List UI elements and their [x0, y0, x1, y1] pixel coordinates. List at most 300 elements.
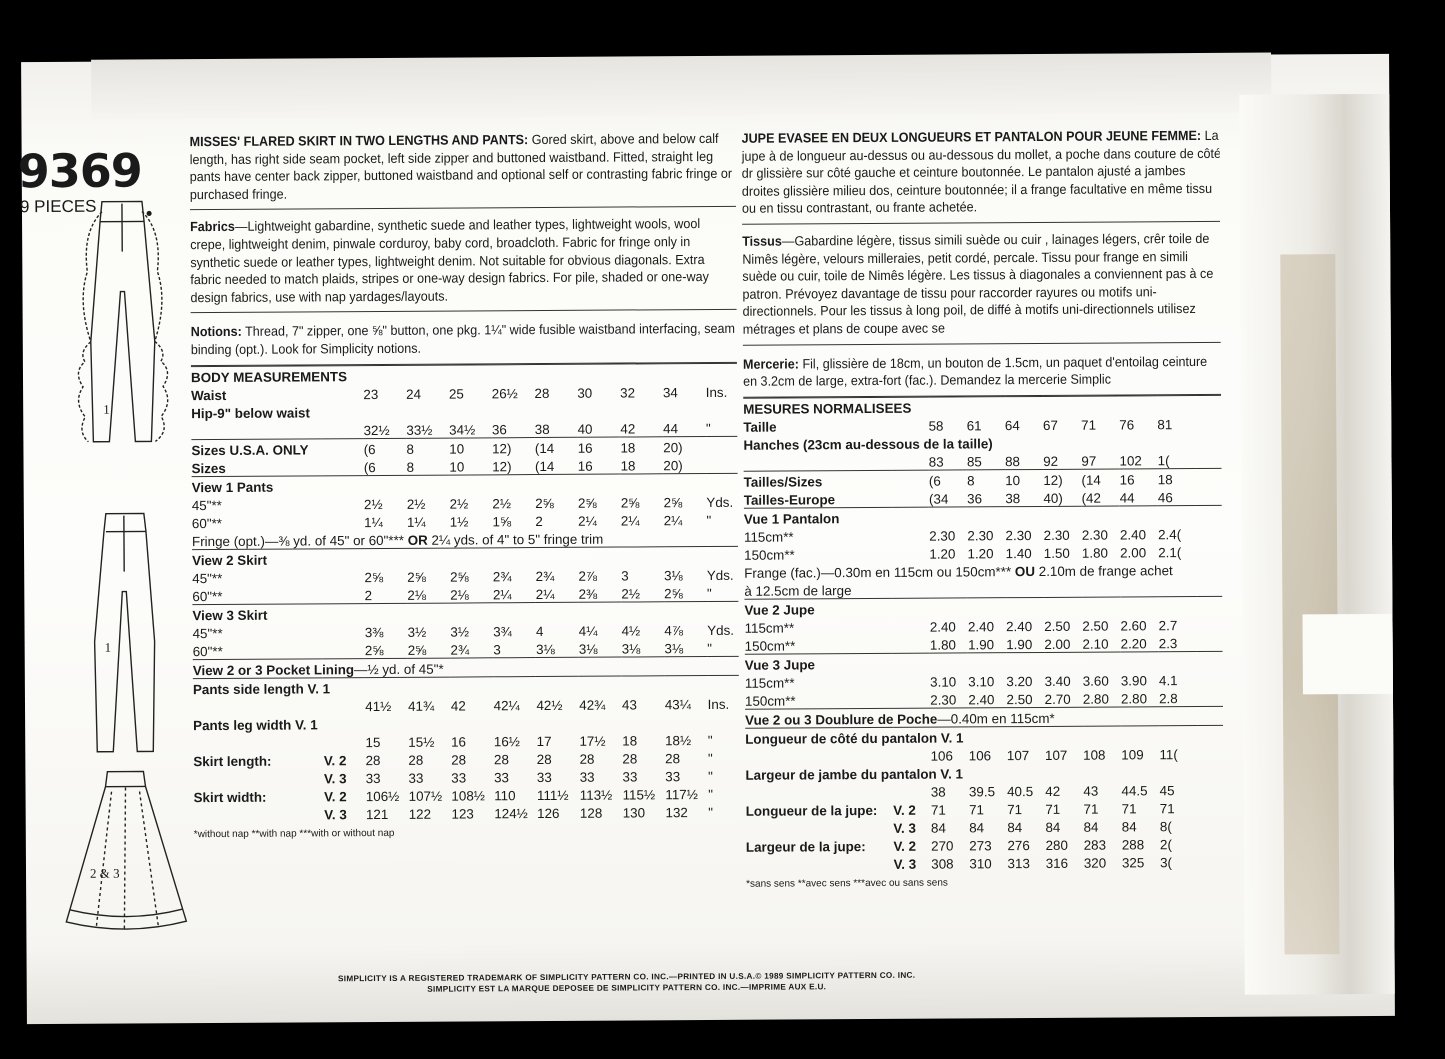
torn-edge-shadow	[1280, 254, 1339, 954]
table-cell: 2¼	[578, 513, 597, 529]
table-cell: 115½	[622, 786, 656, 803]
pattern-number: 9369	[17, 143, 142, 199]
table-cell	[323, 622, 365, 640]
table-cell: 42	[620, 420, 636, 437]
table-cell: 43	[1083, 783, 1099, 799]
table-cell: 2¾	[450, 641, 470, 658]
table-cell: 2.8	[1159, 690, 1178, 706]
table-cell: 2.50	[1006, 691, 1033, 707]
table-cell: 1.20	[967, 545, 994, 562]
table-cell: 3	[493, 641, 501, 657]
table-cell: "	[708, 786, 713, 802]
table-cell	[1198, 852, 1224, 870]
table-cell: 16	[578, 437, 621, 456]
table-cell: 1.80	[929, 637, 957, 653]
table-cell: 84	[1121, 819, 1137, 835]
table-cell: 10	[449, 459, 465, 475]
table-cell: 2.30	[930, 692, 957, 708]
table-cell: 71	[930, 802, 946, 818]
table-cell: 2⅝	[364, 642, 384, 658]
table-cell: 45"**	[191, 497, 222, 513]
table-cell: 36	[491, 421, 507, 437]
table-cell: 110	[494, 787, 516, 803]
table-cell: 2⅞	[578, 568, 598, 584]
table-cell: 2.30	[1043, 527, 1070, 543]
table-cell: 2.00	[1044, 636, 1071, 652]
table-cell: 43	[621, 696, 637, 713]
table-cell: 33½	[406, 422, 433, 438]
table-cell: 20)	[663, 457, 683, 473]
table-cell: 34½	[449, 421, 476, 438]
table-cell: 121	[365, 806, 389, 822]
table-cell: 28	[408, 752, 424, 768]
table-cell	[323, 585, 365, 604]
table-cell: 1.90	[967, 636, 995, 653]
table-cell: 34	[662, 384, 678, 400]
table-cell: 3½	[450, 623, 470, 640]
table-cell: 4½	[621, 622, 641, 639]
table-cell	[743, 452, 891, 471]
table-cell: 2⅝	[364, 569, 384, 585]
table-cell: 33	[536, 769, 552, 785]
table-cell: "	[708, 768, 713, 784]
table-cell: 1(	[1157, 452, 1170, 468]
table-cell	[891, 470, 929, 489]
english-column	[190, 130, 740, 840]
table-cell	[1197, 744, 1223, 762]
fringe-text: Fringe (opt.)—⅜ yd. of 45" or 60"***	[191, 532, 405, 549]
table-cell: 18½	[664, 732, 692, 748]
table-cell: 8	[406, 438, 449, 457]
table-cell: Ins.	[705, 384, 728, 400]
footnote-fr: *sans sens **avec sens ***avec ou sans sens	[746, 877, 948, 890]
table-cell: 2(	[1159, 836, 1172, 852]
table-cell	[892, 616, 930, 634]
table-cell: 313	[1007, 855, 1030, 871]
table-cell: 24	[406, 386, 422, 402]
table-cell: 81	[1157, 416, 1173, 432]
table-cell: 2⅝	[407, 569, 426, 585]
table-cell: 84	[1045, 819, 1061, 835]
table-cell: Vue 1 Pantalon	[744, 505, 1222, 526]
table-cell: Waist	[191, 387, 227, 403]
table-cell: 42¾	[579, 697, 606, 713]
table-cell: (6	[363, 459, 376, 475]
table-cell: 106½	[365, 788, 400, 804]
table-cell: 270	[931, 838, 954, 854]
table-cell: "	[705, 420, 711, 436]
table-cell	[706, 454, 738, 473]
table-cell	[194, 804, 325, 823]
table-cell: 20)	[663, 436, 706, 455]
table-cell: 2.70	[1044, 691, 1071, 707]
table-cell: 84	[930, 820, 946, 836]
table-cell	[193, 696, 324, 715]
footnote: *without nap **with nap ***with or without nap	[193, 827, 395, 840]
table-cell	[1195, 450, 1221, 469]
table-cell	[892, 634, 930, 653]
notions-label: Notions:	[190, 324, 242, 340]
table-cell: 4⅞	[664, 622, 684, 638]
table-cell: 40.5	[1007, 783, 1034, 799]
table-cell: Yds.	[706, 567, 734, 583]
table-cell: 2	[364, 587, 373, 603]
table-cell	[1196, 487, 1222, 506]
table-cell: 28	[534, 385, 550, 401]
table-cell	[1196, 633, 1222, 652]
table-cell: 2½	[406, 496, 426, 512]
table-cell: 60"**	[191, 515, 223, 531]
table-cell: 76	[1119, 417, 1135, 433]
table-cell: 111½	[536, 787, 569, 803]
table-cell: 130	[622, 804, 646, 821]
table-cell: 28	[579, 751, 595, 767]
table-cell: 32	[620, 384, 636, 401]
table-cell: 3⅛	[578, 641, 598, 657]
table-cell	[1196, 524, 1222, 542]
fabrics-text: —Lightweight gabardine, synthetic suede and leather types, lightweight wools, wool crepe, lightweight denim, pinwale corduroy, baby cord, broadcloth. Fabric for fringe only in synthetic suede or leather types, lightweight denim. Not suitable for obvious diagonals. Extra fabric needed to match plaids, stripes or one-way design fabrics. For pile, shaded or one-way design fabrics, use with nap yardages/layouts.	[190, 216, 709, 305]
table-cell: 2¼	[535, 586, 555, 602]
table-cell: 33	[622, 768, 638, 785]
table-cell: 64	[1004, 417, 1020, 433]
table-cell: V. 3	[324, 806, 347, 822]
notions-text: Thread, 7" zipper, one ⅝" button, one pkg. 1¼" wide fusible waistband interfacing, seam binding (opt.). Look for Simplicity notions.	[190, 321, 736, 358]
table-cell: 58	[928, 418, 944, 434]
fringe-text: OU	[1014, 563, 1036, 579]
table-cell: 2⅝	[450, 568, 469, 585]
table-cell: (42	[1081, 490, 1101, 506]
table-cell	[892, 689, 930, 708]
table-cell: "	[707, 732, 713, 748]
table-cell: 43¼	[664, 696, 691, 712]
table-cell	[323, 640, 365, 659]
description-block-fr	[742, 127, 1221, 225]
table-cell: 102	[1119, 453, 1142, 469]
table-cell: 2.60	[1120, 618, 1147, 634]
table-cell	[324, 732, 366, 750]
table-cell: 2.40	[929, 619, 956, 635]
table-cell: 30	[577, 385, 593, 401]
table-cell: 2.50	[1044, 618, 1071, 634]
table-cell: 16	[577, 458, 593, 474]
pocket-label: View 2 or 3 Pocket Lining	[192, 661, 355, 678]
garment-description-fr: La jupe à de longueur au-dessus ou au-dessous du mollet, a poche dans couture de côté dr glissière sur côté gauche et ceinture boutonnée. Le pantalon ajusté a jambes droites glissière milieu dos, ceinture boutonnée; il a frange facultative en même tissu ou en tissu contrastant, ou frante achetée.	[741, 127, 1222, 217]
table-cell: Yds.	[706, 494, 734, 510]
table-cell: 36	[967, 491, 983, 507]
table-cell: 71	[1083, 801, 1099, 817]
table-cell: 46	[1157, 489, 1173, 505]
table-cell: 2.40	[1006, 618, 1033, 634]
table-cell: 3⅜	[364, 624, 384, 640]
table-cell: 310	[969, 855, 992, 872]
table-cell: 107	[1044, 747, 1068, 763]
view-label: 1	[103, 401, 110, 417]
table-cell	[1197, 798, 1223, 816]
table-cell: Largeur de la jupe:	[745, 838, 866, 855]
table-cell: 2⅜	[578, 586, 598, 602]
envelope-flap	[91, 53, 1271, 120]
table-cell: (6	[364, 438, 407, 457]
table-cell: 2¾	[535, 568, 555, 584]
table-cell: 8	[406, 459, 415, 475]
table-cell: 320	[1083, 855, 1107, 871]
table-cell: 122	[408, 806, 432, 822]
table-cell: 325	[1121, 855, 1145, 871]
table-cell: 2.30	[1081, 527, 1108, 543]
table-cell: 3.10	[968, 673, 995, 690]
table-cell: 283	[1083, 837, 1107, 853]
table-cell: 3.60	[1082, 673, 1109, 689]
table-cell: 16	[1120, 468, 1158, 487]
table-cell	[891, 488, 929, 507]
table-cell: 88	[1005, 453, 1021, 469]
table-cell: 132	[665, 804, 688, 820]
table-cell	[322, 420, 364, 439]
table-cell: 109	[1121, 747, 1144, 763]
table-cell: 23	[363, 386, 379, 402]
table-cell: 28	[451, 752, 467, 768]
table-cell: 3.90	[1120, 673, 1147, 689]
table-cell: 106	[968, 747, 992, 764]
table-cell: 2.10	[1082, 636, 1109, 652]
table-cell: 2½	[449, 495, 469, 512]
table-cell: 28	[536, 751, 552, 767]
skirt-illustration	[65, 771, 186, 930]
table-cell: 108	[1083, 747, 1106, 763]
table-cell: 2½	[492, 495, 512, 511]
yardage-table-fr	[743, 395, 1224, 873]
pocket-label: Vue 2 ou 3 Doublure de Poche	[745, 711, 938, 728]
table-cell	[1196, 615, 1222, 633]
table-cell: 44	[663, 420, 679, 436]
table-cell: 42¼	[493, 697, 520, 713]
table-cell: 2⅝	[577, 495, 597, 511]
table-cell: 10	[1005, 469, 1043, 488]
table-cell: 2⅝	[535, 495, 554, 511]
table-cell: 38	[534, 421, 550, 437]
bullet-dot: •	[145, 203, 153, 224]
table-cell	[1198, 834, 1224, 852]
table-cell: Tailles/Sizes	[744, 470, 892, 489]
table-cell: 4.1	[1158, 672, 1178, 688]
table-cell: 123	[451, 805, 474, 822]
table-cell: 71	[1121, 801, 1137, 817]
table-cell: V. 2	[893, 802, 916, 818]
table-cell: 32½	[363, 422, 390, 438]
table-cell	[193, 732, 324, 751]
table-row	[746, 852, 1224, 873]
table-cell: 2.30	[1005, 527, 1032, 543]
table-cell	[193, 768, 324, 787]
table-cell: (14	[535, 437, 578, 456]
table-cell: 126	[537, 805, 560, 821]
table-cell: Sizes U.S.A. ONLY	[191, 438, 322, 457]
table-cell: 2⅝	[407, 642, 427, 658]
pocket-value: —0.40m en 115cm*	[937, 710, 1055, 727]
table-cell: 3	[621, 568, 629, 584]
table-cell: 41¾	[407, 698, 435, 714]
table-cell: 12)	[1043, 469, 1081, 488]
table-cell: 1½	[449, 513, 469, 530]
table-cell: Skirt width:	[193, 789, 267, 805]
table-cell: 107½	[408, 788, 443, 804]
table-cell: 71	[1081, 417, 1097, 433]
table-cell: 128	[579, 805, 603, 821]
table-cell	[322, 438, 364, 457]
table-cell: 42½	[536, 697, 563, 713]
table-cell: 97	[1081, 453, 1097, 469]
table-cell: 106	[930, 748, 953, 764]
table-cell: V. 2	[323, 752, 347, 768]
trademark-notice	[227, 969, 1027, 996]
table-cell: 107	[1006, 747, 1030, 763]
table-cell: 17½	[579, 733, 606, 749]
notions-label-fr: Mercerie:	[742, 355, 799, 372]
table-cell: 85	[966, 454, 982, 470]
table-cell: 288	[1121, 837, 1145, 853]
table-cell: 28	[365, 752, 381, 768]
table-cell: Hip-9" below waist	[191, 404, 310, 421]
table-row	[744, 560, 1222, 581]
table-cell: 2.30	[929, 528, 956, 544]
table-cell: 308	[931, 856, 954, 872]
table-cell: 84	[969, 820, 985, 836]
garment-description: Gored skirt, above and below calf length, has right side seam pocket, left side zipper and buttoned waistband. Fitted, straight leg pants have center back zipper, buttoned waistband and optional self or contrasting fabric fringe or purchased fringe.	[189, 130, 733, 202]
table-cell: 12)	[492, 458, 512, 474]
table-cell: Longueur de côté du pantalon V. 1	[745, 725, 1223, 746]
table-cell: Yds.	[707, 622, 735, 638]
table-cell: 108½	[451, 787, 485, 804]
table-cell: V. 3	[893, 820, 916, 836]
table-cell	[322, 457, 364, 476]
table-cell: 92	[1043, 453, 1059, 469]
table-cell: 1⅝	[492, 513, 512, 529]
table-cell: 1.40	[1005, 545, 1032, 561]
pocket-value: —½ yd. of 45"*	[353, 661, 444, 677]
table-cell: 71	[969, 802, 985, 818]
table-cell: 3.10	[930, 674, 957, 690]
table-cell	[323, 696, 365, 714]
table-cell: 115cm**	[743, 529, 794, 545]
table-cell	[746, 818, 894, 837]
table-cell: 2.00	[1119, 545, 1147, 561]
table-cell: 1¼	[364, 514, 383, 530]
table-cell: 67	[1042, 417, 1058, 433]
table-cell: 2.40	[1119, 527, 1147, 543]
table-cell: 115cm**	[744, 675, 795, 691]
table-cell: 44.5	[1121, 783, 1148, 799]
table-cell: 39.5	[968, 783, 996, 800]
table-cell: 16½	[493, 733, 520, 749]
table-cell: 1¼	[406, 514, 426, 530]
fabrics-text-fr: —Gabardine légère, tissus simili suède ou cuir , lainages légers, crêr toile de Nimês légère, velours milleraies, petit cordé, percale. Tissu pour frange en simili suède ou cuir, toile de Nimês légère. Les tissus à diagonales a conviennent pas à ce patron. Prévoyez davantage de tissu pour raccorder rayures ou motifs uni-directionnels. Pour les tissus à long poil, de diffé à motifs uni-directionnels utilisez métrages et plans de coupe avec se	[742, 230, 1214, 337]
table-cell: 115cm**	[744, 620, 795, 636]
pants-back-illustration	[94, 513, 155, 751]
table-cell: 3(	[1160, 854, 1173, 870]
table-cell	[322, 512, 364, 530]
fabrics-label: Fabrics	[190, 219, 235, 235]
table-cell: V. 2	[893, 838, 917, 854]
table-cell	[893, 781, 931, 799]
table-cell	[191, 420, 322, 439]
table-cell	[744, 560, 1222, 581]
table-cell: 33	[408, 770, 424, 786]
table-cell: (34	[928, 491, 949, 507]
table-cell: "	[706, 512, 712, 528]
fabrics-block	[190, 215, 737, 313]
table-cell: 33	[494, 769, 510, 785]
garment-title: MISSES' FLARED SKIRT IN TWO LENGTHS AND PANTS:	[189, 132, 529, 150]
table-cell: 2.1(	[1158, 544, 1182, 560]
table-cell: 2¼	[663, 512, 683, 528]
table-cell	[706, 436, 738, 455]
table-cell: Ins.	[707, 696, 730, 712]
table-cell	[892, 671, 930, 689]
table-cell: 42	[450, 698, 466, 714]
table-cell: 28	[622, 750, 638, 767]
table-cell: 33	[365, 770, 381, 786]
table-cell	[1197, 688, 1223, 707]
table-cell: 2.3	[1158, 635, 1178, 651]
table-cell: 61	[966, 418, 982, 434]
table-cell: 2¾	[492, 568, 512, 584]
fabrics-block-fr	[742, 230, 1221, 345]
table-cell	[745, 782, 893, 801]
table-row	[194, 801, 740, 822]
table-cell	[1197, 780, 1223, 798]
table-cell: à 12.5cm de large	[744, 582, 852, 599]
table-cell: 71	[1045, 801, 1061, 817]
table-cell: View 2 Skirt	[192, 546, 738, 568]
table-cell: 84	[1083, 819, 1099, 835]
fringe-text: 2¼ yds. of 4" to 5" fringe trim	[431, 531, 604, 548]
table-cell: (6	[929, 470, 967, 489]
table-cell: 4¼	[578, 623, 598, 639]
table-cell: 15½	[408, 734, 435, 750]
table-cell: 2⅛	[407, 587, 427, 603]
table-cell: 2.50	[1082, 618, 1109, 634]
table-cell: Largeur de jambe du pantalon V. 1	[745, 766, 964, 783]
table-cell: MESURES NORMALISEES	[743, 395, 1221, 416]
table-cell: 113½	[579, 787, 613, 803]
table-cell: 60"**	[192, 643, 223, 659]
table-cell: 2⅛	[450, 586, 469, 603]
table-cell	[745, 746, 893, 765]
table-cell: 3⅛	[536, 641, 555, 657]
table-cell: 280	[1045, 837, 1068, 853]
table-cell: 2.40	[967, 618, 995, 635]
table-cell: 2¼	[620, 512, 640, 529]
notions-text-fr: Fil, glissière de 18cm, un bouton de 1.5cm, un paquet d'entoilag ceinture en 3.2cm de large, extra-fort (fac.). Demandez la mercerie Simplic	[742, 353, 1208, 389]
table-cell: 150cm**	[744, 547, 795, 563]
table-cell: "	[706, 585, 712, 601]
yardage-table	[191, 362, 740, 822]
table-cell: 2.7	[1158, 617, 1178, 633]
table-cell: 273	[969, 837, 992, 854]
table-cell	[322, 494, 364, 512]
table-cell: 276	[1007, 837, 1030, 853]
table-cell: BODY MEASUREMENTS	[191, 363, 737, 385]
table-cell: 1.50	[1043, 545, 1070, 561]
table-cell: 2⅝	[663, 494, 683, 510]
notions-block	[191, 320, 737, 366]
table-cell: (14	[534, 458, 555, 474]
table-cell	[1196, 542, 1222, 560]
table-cell: 11(	[1159, 746, 1178, 762]
table-cell: 117½	[665, 786, 698, 802]
table-cell	[1195, 414, 1221, 432]
table-cell: Taille	[743, 419, 777, 435]
